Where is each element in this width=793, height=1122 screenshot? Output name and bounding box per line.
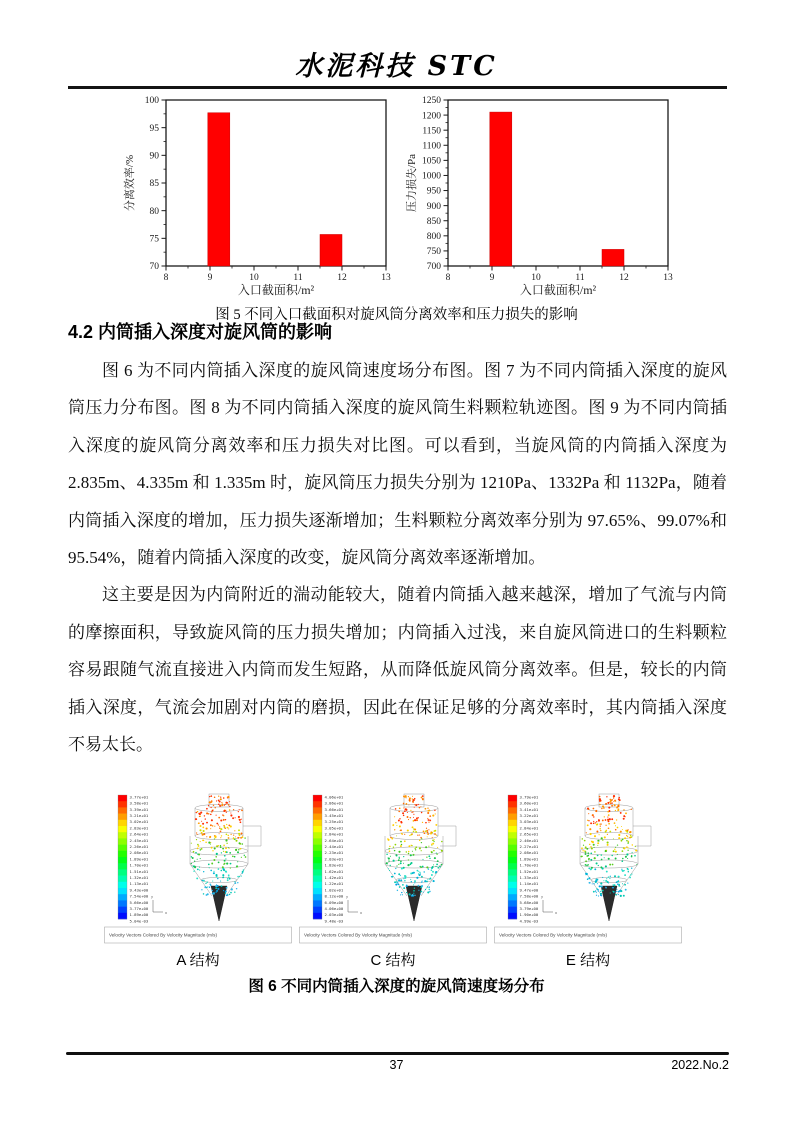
colorbar-label: 2.83e+01: [129, 825, 149, 831]
colorbar-label: 3.60e+01: [519, 800, 539, 806]
svg-text:x: x: [555, 911, 558, 915]
x-tick-label: 12: [619, 273, 629, 283]
cfd-panel-e: [493, 788, 683, 970]
colorbar-band: [118, 907, 127, 914]
colorbar-band: [313, 913, 322, 920]
cfd-velocity-plot-c: [298, 788, 488, 946]
y-tick-label: 800: [426, 232, 441, 243]
x-tick-label: 11: [293, 273, 303, 283]
y-tick-label: 1150: [422, 126, 441, 137]
colorbar-band: [118, 820, 127, 827]
colorbar-label: 3.77e+01: [129, 794, 149, 800]
panel-label-e: E 结构: [565, 952, 611, 969]
colorbar-label: 2.03e+00: [324, 912, 344, 918]
dust-cone: [211, 886, 227, 921]
colorbar-label: 2.84e+01: [324, 831, 344, 837]
colorbar-label: 3.05e+01: [324, 825, 344, 831]
x-axis-label: 入口截面积/m²: [237, 283, 315, 297]
colorbar-band: [118, 845, 127, 852]
colorbar-band: [118, 869, 127, 876]
colorbar-label: 1.62e+01: [324, 868, 344, 874]
cyclone-outline: [190, 794, 261, 896]
colorbar-band: [313, 863, 322, 870]
colorbar-band: [313, 869, 322, 876]
bar: [320, 234, 342, 266]
panel-caption-text: Velocity Vectors Colored By Velocity Magnitude (m/s): [109, 932, 217, 938]
x-tick-label: 10: [531, 273, 541, 283]
colorbar-band: [508, 913, 517, 920]
figure6-caption: 图 6 不同内筒插入深度的旋风筒速度场分布: [248, 978, 545, 995]
colorbar-band: [118, 795, 127, 802]
cfd-velocity-plot-a: [103, 788, 293, 946]
colorbar-band: [508, 869, 517, 876]
axis-triad-icon: [151, 895, 167, 915]
colorbar-band: [508, 838, 517, 845]
colorbar-band: [508, 826, 517, 833]
colorbar-label: 1.89e+00: [129, 912, 149, 918]
cfd-panel-c: [298, 788, 488, 970]
axis-triad-icon: [346, 895, 362, 915]
colorbar-band: [118, 832, 127, 839]
colorbar-band: [313, 888, 322, 895]
colorbar-label: 1.22e+01: [324, 881, 344, 887]
page-number: 37: [389, 1058, 404, 1072]
colorbar-label: 7.58e+00: [519, 893, 539, 899]
colorbar-band: [508, 845, 517, 852]
colorbar-label: 1.70e+01: [129, 862, 149, 868]
colorbar-band: [313, 907, 322, 914]
colorbar-band: [313, 857, 322, 864]
figure5-caption: 图 5 不同入口截面积对旋风筒分离效率和压力损失的影响: [215, 307, 578, 323]
colorbar-label: 5.66e+00: [129, 899, 149, 905]
colorbar-label: 2.45e+01: [129, 837, 149, 843]
velocity-vectors: [580, 795, 637, 897]
colorbar-band: [313, 876, 322, 883]
colorbar-label: 4.06e+01: [324, 794, 344, 800]
colorbar-label: 3.58e+01: [129, 800, 149, 806]
panel-caption-text: Velocity Vectors Colored By Velocity Magnitude (m/s): [499, 932, 607, 938]
colorbar-label: 3.79e+00: [519, 906, 539, 911]
svg-text:y: y: [541, 895, 544, 899]
colorbar-label: 2.84e+01: [519, 825, 539, 831]
svg-text:y: y: [151, 895, 154, 899]
colorbar-band: [118, 826, 127, 833]
axis-triad-icon: [541, 895, 557, 915]
colorbar-label: 4.06e+00: [324, 906, 344, 911]
colorbar-label: 3.41e+01: [519, 806, 539, 812]
colorbar-band: [118, 876, 127, 883]
colorbar-label: 2.26e+01: [129, 844, 149, 849]
colorbar-band: [118, 913, 127, 920]
y-tick-label: 950: [426, 186, 441, 197]
colorbar-label: 1.13e+01: [129, 881, 149, 887]
section-heading: 4.2 内筒插入深度对旋风筒的影响: [68, 322, 333, 342]
colorbar-band: [118, 801, 127, 808]
colorbar-band: [508, 888, 517, 895]
colorbar-band: [508, 820, 517, 827]
colorbar-label: 2.27e+01: [519, 844, 539, 849]
paragraph-2: 这主要是因为内筒附近的湍动能较大，随着内筒插入越来越深，增加了气流与内筒的摩擦面积，导致旋风筒的压力损失增加；内筒插入过浅，来自旋风筒进口的生料颗粒容易跟随气流直接进入内筒而发生短路，从而降低旋风筒分离效率。但是，较长的内筒插入深度，气流会加剧对内筒的磨损，因此在保证足够的分离效率时，其内筒插入深度不易太长。: [68, 585, 727, 755]
colorbar-label: 1.90e+00: [519, 912, 539, 918]
y-tick-label: 900: [426, 201, 441, 212]
colorbar-band: [118, 807, 127, 814]
colorbar-label: 1.83e+01: [324, 862, 344, 868]
colorbar-label: 2.44e+01: [324, 844, 344, 849]
colorbar-label: 9.47e+00: [519, 887, 539, 893]
y-tick-label: 1100: [422, 141, 441, 152]
colorbar-label: 2.64e+01: [129, 831, 149, 837]
colorbar-band: [313, 807, 322, 814]
colorbar-label: 3.03e+01: [519, 819, 539, 825]
colorbar-band: [508, 907, 517, 914]
colorbar-label: 1.89e+01: [129, 856, 149, 862]
y-tick-label: 700: [426, 262, 441, 273]
colorbar-label: 3.66e+01: [324, 806, 344, 812]
colorbar-band: [313, 801, 322, 808]
colorbar-band: [313, 845, 322, 852]
colorbar-band: [313, 900, 322, 907]
colorbar-band: [508, 807, 517, 814]
colorbar-label: 2.64e+01: [324, 837, 344, 843]
y-axis-label: 压力损失/Pa: [406, 153, 418, 213]
colorbar-band: [508, 894, 517, 901]
colorbar-label: 3.22e+01: [519, 813, 539, 818]
y-tick-label: 90: [149, 151, 159, 162]
colorbar-label: 2.65e+01: [519, 831, 539, 837]
colorbar-band: [313, 894, 322, 901]
velocity-vectors: [386, 795, 443, 897]
figure5: [120, 92, 684, 304]
bar: [208, 113, 230, 266]
panel-label-c: C 结构: [370, 952, 416, 969]
colorbar-band: [313, 882, 322, 889]
colorbar-band: [508, 795, 517, 802]
colorbar-band: [118, 863, 127, 870]
colorbar-band: [508, 832, 517, 839]
y-tick-label: 850: [426, 216, 441, 227]
y-tick-label: 1200: [422, 111, 441, 122]
y-tick-label: 70: [149, 262, 159, 273]
colorbar-band: [313, 795, 322, 802]
colorbar-band: [118, 851, 127, 858]
colorbar-label: 5.68e+00: [519, 899, 539, 905]
bar: [602, 249, 624, 266]
footer-rule: [66, 1052, 729, 1055]
svg-text:x: x: [360, 911, 363, 915]
colorbar-label: 2.46e+01: [519, 837, 539, 843]
y-tick-label: 100: [144, 96, 159, 107]
colorbar-label: 7.54e+00: [129, 893, 149, 899]
x-tick-label: 8: [445, 273, 451, 283]
colorbar-band: [313, 851, 322, 858]
colorbar-band: [118, 900, 127, 907]
x-tick-label: 10: [249, 273, 259, 283]
colorbar-band: [118, 814, 127, 821]
colorbar-band: [313, 826, 322, 833]
colorbar-label: 3.25e+01: [324, 819, 344, 825]
dust-cone: [601, 886, 617, 921]
colorbar-label: 1.89e+01: [519, 856, 539, 862]
colorbar-band: [118, 888, 127, 895]
colorbar-label: 3.77e+00: [129, 906, 149, 911]
colorbar-band: [118, 838, 127, 845]
colorbar-band: [313, 832, 322, 839]
colorbar-label: 1.33e+01: [519, 875, 539, 880]
colorbar-label: 3.39e+01: [129, 806, 149, 812]
colorbar-label: 6.09e+00: [324, 899, 344, 905]
colorbar-band: [508, 814, 517, 821]
colorbar-label: 3.86e+01: [324, 800, 344, 806]
y-tick-label: 80: [149, 206, 159, 217]
colorbar-label: 2.08e+01: [519, 850, 539, 856]
colorbar-label: 8.12e+00: [324, 893, 344, 899]
y-tick-label: 1050: [422, 156, 441, 167]
cfd-velocity-plot-e: [493, 788, 683, 946]
x-tick-label: 11: [575, 273, 585, 283]
plot-area: [448, 100, 668, 266]
svg-text:x: x: [165, 911, 168, 915]
velocity-vectors: [191, 795, 247, 896]
colorbar-band: [508, 876, 517, 883]
chart-separation-efficiency: [120, 92, 402, 304]
colorbar-label: 1.42e+01: [324, 875, 344, 880]
x-tick-label: 9: [207, 273, 213, 283]
issue-label: 2022.No.2: [671, 1058, 729, 1072]
journal-title: 水泥科技 STC: [295, 51, 498, 82]
colorbar-label: 1.51e+01: [129, 868, 149, 874]
colorbar-label: 1.02e+01: [324, 887, 344, 893]
colorbar-label: 9.43e+00: [129, 887, 149, 893]
body-text: [68, 352, 727, 763]
y-tick-label: 750: [426, 247, 441, 258]
colorbar-band: [313, 814, 322, 821]
colorbar-band: [508, 857, 517, 864]
y-tick-label: 95: [149, 123, 159, 134]
colorbar-label: 3.02e+01: [129, 819, 149, 825]
header-rule: [68, 86, 727, 89]
colorbar-label: 1.52e+01: [519, 868, 539, 874]
panel-caption-text: Velocity Vectors Colored By Velocity Magnitude (m/s): [304, 932, 412, 938]
paragraph-1: 图 6 为不同内筒插入深度的旋风筒速度场分布图。图 7 为不同内筒插入深度的旋风筒压力分布图。图 8 为不同内筒插入深度的旋风筒生料颗粒轨迹图。图 9 为不同内筒插入深度的旋风筒分离效率和压力损失对比图。可以看到，当旋风筒的内筒插入深度为 2.835m、4.335m 和 1.335m 时，旋风筒压力损失分别为 1210Pa、1332Pa 和 1132Pa，随着内筒插入深度的增加，压力损失逐渐增加；生料颗粒分离效率分别为 97.65%、99.07%和 95.54%，随着内筒插入深度的改变，旋风筒分离效率逐渐增加。: [68, 361, 727, 568]
plot-area: [166, 100, 386, 266]
cyclone-outline: [580, 794, 651, 896]
colorbar-band: [118, 894, 127, 901]
x-tick-label: 8: [163, 273, 169, 283]
x-tick-label: 13: [381, 273, 391, 283]
colorbar-band: [508, 801, 517, 808]
colorbar-label: 1.70e+01: [519, 862, 539, 868]
x-tick-label: 13: [663, 273, 673, 283]
bar: [490, 112, 512, 266]
y-tick-label: 75: [149, 234, 159, 245]
colorbar-label: 3.79e+01: [519, 794, 539, 800]
colorbar-label: 3.45e+01: [324, 813, 344, 818]
colorbar-band: [118, 857, 127, 864]
colorbar-label: 2.08e+01: [129, 850, 149, 856]
colorbar-label: 1.14e+01: [519, 881, 539, 887]
colorbar-band: [508, 882, 517, 889]
x-tick-label: 12: [337, 273, 347, 283]
colorbar-label: 2.03e+01: [324, 856, 344, 862]
chart-pressure-loss: [402, 92, 684, 304]
colorbar-band: [508, 900, 517, 907]
colorbar-label: 9.48e-03: [324, 918, 344, 924]
y-tick-label: 1250: [422, 96, 441, 107]
colorbar-label: 5.04e-03: [129, 918, 149, 924]
colorbar-band: [313, 838, 322, 845]
colorbar-band: [313, 820, 322, 827]
colorbar-label: 4.99e-03: [519, 918, 539, 924]
y-tick-label: 1000: [422, 171, 441, 182]
colorbar-band: [118, 882, 127, 889]
colorbar-label: 3.21e+01: [129, 813, 149, 818]
y-axis-label: 分离效率/%: [124, 154, 136, 212]
colorbar-band: [508, 863, 517, 870]
cfd-panel-a: [103, 788, 293, 970]
panel-label-a: A 结构: [176, 952, 220, 969]
x-axis-label: 入口截面积/m²: [519, 283, 597, 297]
colorbar-label: 2.23e+01: [324, 850, 344, 856]
colorbar-band: [508, 851, 517, 858]
figure6: [103, 788, 683, 970]
x-tick-label: 9: [489, 273, 495, 283]
colorbar-label: 1.32e+01: [129, 875, 149, 880]
svg-text:y: y: [346, 895, 349, 899]
y-tick-label: 85: [149, 179, 159, 190]
